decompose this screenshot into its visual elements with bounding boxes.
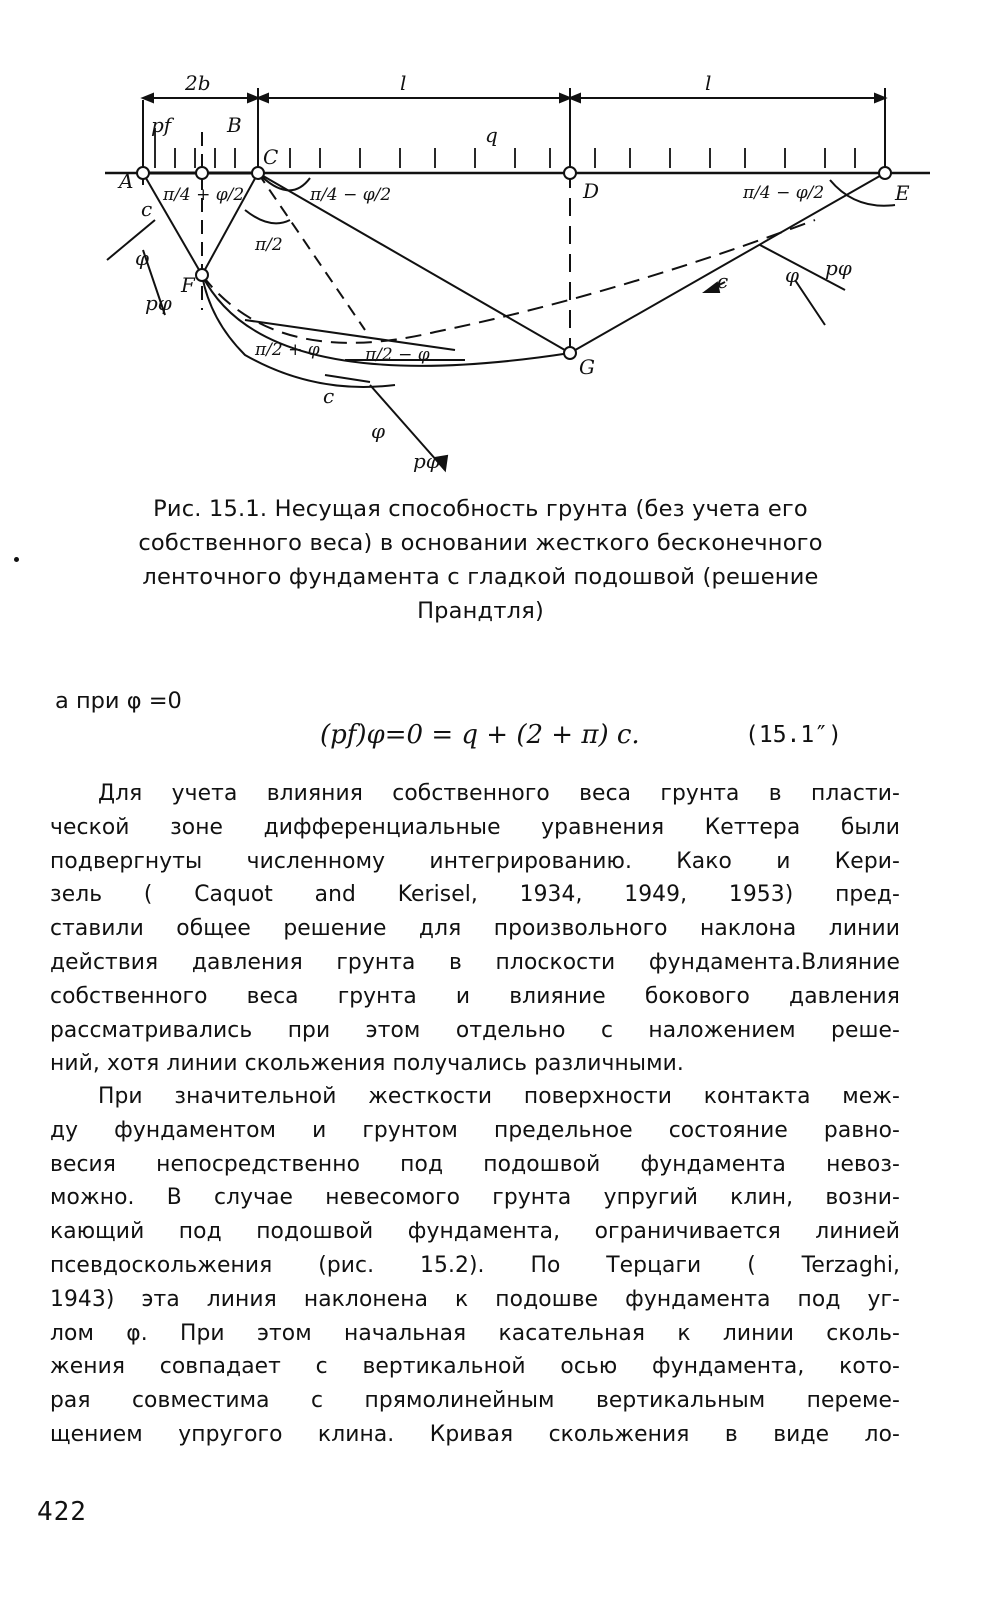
pphi-label-1: pφ — [145, 291, 172, 315]
point-E-label: E — [895, 181, 910, 205]
stray-dot — [14, 557, 19, 562]
text-line: ний, хотя линии скольжения получались различными. — [50, 1051, 684, 1077]
point-D-label: D — [583, 179, 600, 203]
c-label-1: c — [141, 197, 153, 221]
text-line: ставили общее решение для произвольного наклона линии — [50, 916, 900, 942]
figure-caption — [78, 492, 883, 628]
text-line: псевдоскольжения (рис. 15.2). По Терцаги ( Terzaghi, — [50, 1252, 900, 1278]
caption-line: ленточного фундамента с гладкой подошвой (решение — [142, 564, 819, 590]
angle-arc-F — [245, 210, 290, 223]
caption-line: собственного веса) в основании жесткого бесконечного — [138, 530, 823, 556]
point-G-label: G — [579, 355, 595, 379]
load-arrows-q — [155, 128, 855, 168]
text-line: щением упругого клина. Кривая скольжения в виде ло- — [50, 1421, 900, 1447]
dim-l2-label: l — [705, 71, 712, 95]
point-F-label: F — [181, 273, 195, 297]
line-C-G — [258, 173, 570, 353]
node-D — [564, 167, 576, 179]
phi-label-1: φ — [135, 246, 150, 270]
pphi-label-2: pφ — [413, 449, 440, 473]
text-line: кающий под подошвой фундамента, ограничивается линией — [50, 1219, 900, 1245]
phi-label-2: φ — [371, 419, 386, 443]
text-line: действия давления грунта в плоскости фундамента.Влияние — [50, 949, 900, 975]
text-line: можно. В случае невесомого грунта упругий клин, возни- — [50, 1185, 900, 1211]
pf-label: pf — [151, 113, 172, 137]
formula-condition: а при φ =0 — [55, 688, 182, 714]
angle-pi2-plus-phi-label: π/2 + φ — [255, 340, 320, 360]
text-line: ду фундаментом и грунтом предельное состояние равно- — [50, 1117, 900, 1143]
text-line: жения совпадает с вертикальной осью фундамента, кото- — [50, 1354, 900, 1380]
text-line: При значительной жесткости поверхности контакта меж- — [98, 1084, 900, 1109]
node-G — [564, 347, 576, 359]
paragraph-1 — [50, 777, 900, 1081]
caption-line: Рис. 15.1. Несущая способность грунта (без учета его — [153, 496, 808, 522]
text-line: рая совместима с прямолинейным вертикальным переме- — [50, 1388, 900, 1414]
angle-E-label: π/4 − φ/2 — [743, 183, 825, 203]
text-line: ческой зоне дифференциальные уравнения Кеттера были — [50, 814, 900, 840]
pphi-label-3: pφ — [825, 256, 852, 280]
figure-diagram — [95, 70, 955, 490]
B-label: B — [227, 113, 242, 137]
angle-pi2-minus-phi-label: π/2 − φ — [365, 345, 430, 365]
node-A — [137, 167, 149, 179]
angle-pi2-label: π/2 — [255, 235, 283, 255]
formula-expression: (pf)φ=0 = q + (2 + π) c. — [320, 720, 640, 750]
angle-A-label: π/4 + φ/2 — [163, 185, 245, 205]
angle-C-label: π/4 − φ/2 — [310, 185, 392, 205]
text-line: Для учета влияния собственного веса грунта в пласти- — [98, 781, 900, 806]
text-line: собственного веса грунта и влияние бокового давления — [50, 983, 900, 1009]
point-C-label: C — [263, 145, 279, 169]
formula-15-1 — [55, 688, 935, 758]
text-line: рассматривались при этом отдельно с наложением реше- — [50, 1017, 900, 1043]
angle-arc-E — [830, 180, 895, 206]
text-line: весия непосредственно под подошвой фундамента невоз- — [50, 1151, 900, 1177]
node-E — [879, 167, 891, 179]
text-line: 1943) эта линия наклонена к подошве фундамента под уг- — [50, 1286, 900, 1312]
paragraph-2 — [50, 1080, 900, 1452]
text-line: подвергнуты численному интегрированию. Како и Кери- — [50, 848, 900, 874]
caption-line: Прандтля) — [417, 598, 544, 624]
prandtl-figure — [95, 70, 955, 490]
c-label-2: c — [323, 384, 335, 408]
text-line: лом φ. При этом начальная касательная к линии сколь- — [50, 1320, 900, 1346]
node-F — [196, 269, 208, 281]
formula-number: (15.1″) — [745, 722, 842, 748]
q-label: q — [485, 123, 498, 147]
dim-l1-label: l — [400, 71, 407, 95]
page-number: 422 — [37, 1497, 87, 1527]
phi-label-3: φ — [785, 263, 800, 287]
c-label-3: c — [717, 269, 729, 293]
spiral-lower — [202, 275, 395, 387]
dim-2b-label: 2b — [185, 71, 211, 95]
point-A-label: A — [119, 169, 134, 193]
node-B — [196, 167, 208, 179]
text-line: зель ( Caquot and Kerisel, 1934, 1949, 1953) пред- — [50, 882, 900, 908]
